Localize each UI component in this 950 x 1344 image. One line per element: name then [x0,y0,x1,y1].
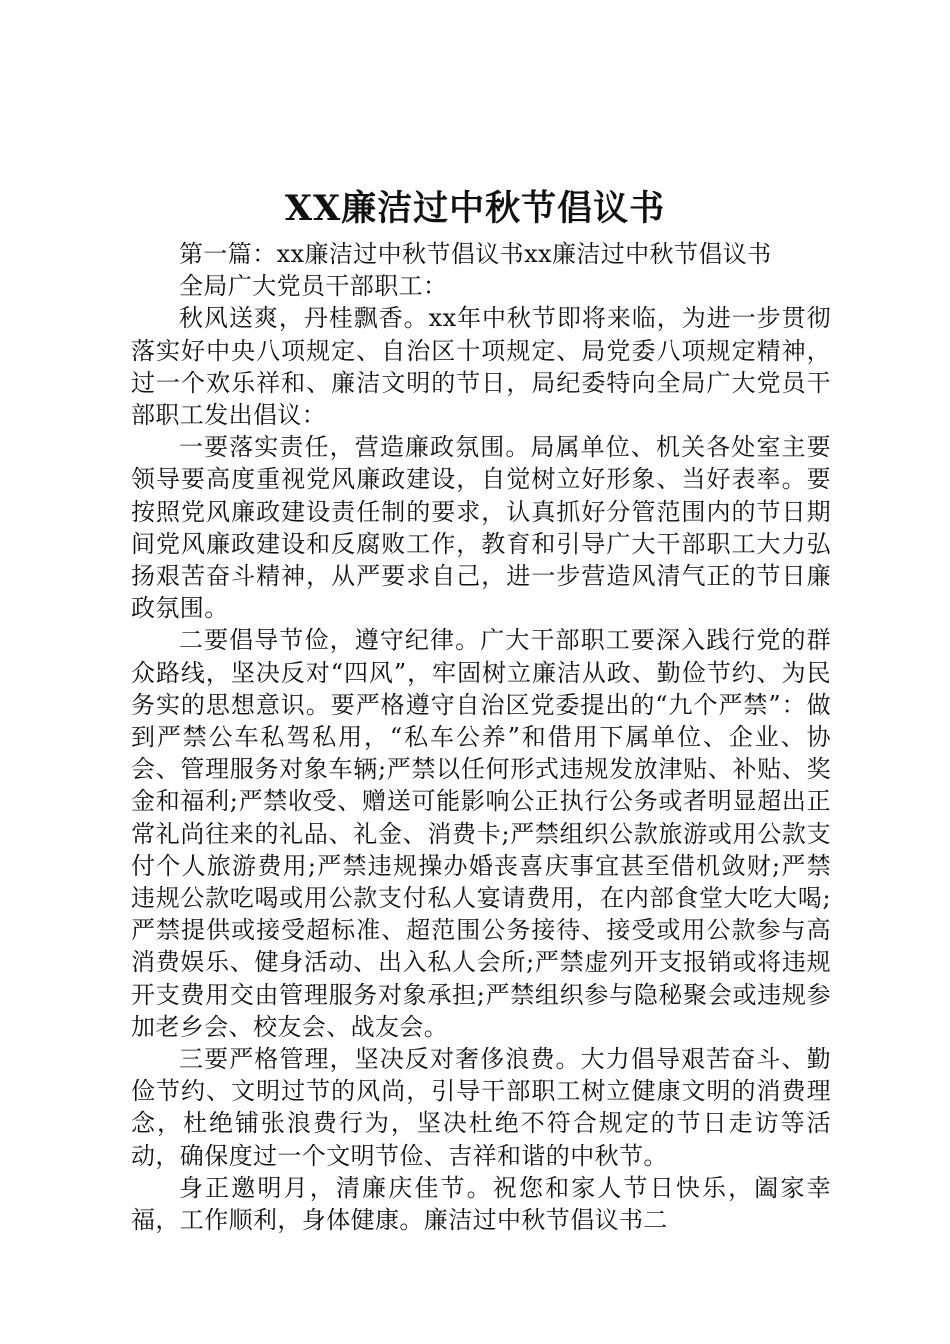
paragraph-closing: 身正邀明月，清廉庆佳节。祝您和家人节日快乐，阖家幸福，工作顺利，身体健康。廉洁过中秋节倡议书二 [131,1173,831,1235]
salutation: 全局广大党员干部职工： [179,272,448,301]
paragraph-point-three: 三要严格管理，坚决反对奢侈浪费。大力倡导艰苦奋斗、勤俭节约、文明过节的风尚，引导干部职工树立健康文明的消费理念，杜绝铺张浪费行为，坚决杜绝不符合规定的节日走访等活动，确保度过一个文明节俭、吉祥和谐的中秋节。 [131,1045,831,1170]
document-title: XX廉洁过中秋节倡议书 [284,188,666,229]
paragraph-point-one: 一要落实责任，营造廉政氛围。局属单位、机关各处室主要领导要高度重视党风廉政建设，自觉树立好形象、当好表率。要按照党风廉政建设责任制的要求，认真抓好分管范围内的节日期间党风廉政建设和反腐败工作，教育和引导广大干部职工大力弘扬艰苦奋斗精神，从严要求自己，进一步营造风清气正的节日廉政氛围。 [131,433,831,623]
paragraph-point-two: 二要倡导节俭，遵守纪律。广大干部职工要深入践行党的群众路线，坚决反对“四风”，牢固树立廉洁从政、勤俭节约、为民务实的思想意识。要严格遵守自治区党委提出的“九个严禁”：做到严禁公车私驾私用，“私车公养”和借用下属单位、企业、协会、管理服务对象车辆;严禁以任何形式违规发放津贴、补贴、奖金和福利;严禁收受、赠送可能影响公正执行公务或者明显超出正常礼尚往来的礼品、礼金、消费卡;严禁组织公款旅游或用公款支付个人旅游费用;严禁违规操办婚丧喜庆事宜甚至借机敛财;严禁违规公款吃喝或用公款支付私人宴请费用，在内部食堂大吃大喝;严禁提供或接受超标准、超范围公务接待、接受或用公款参与高消费娱乐、健身活动、出入私人会所;严禁虚列开支报销或将违规开支费用交由管理服务对象承担;严禁组织参与隐秘聚会或违规参加老乡会、校友会、战友会。 [131,626,831,1041]
paragraph-intro: 秋风送爽，丹桂飘香。xx年中秋节即将来临，为进一步贯彻落实好中央八项规定、自治区十项规定、局党委八项规定精神，过一个欢乐祥和、廉洁文明的节日，局纪委特向全局广大党员干部职工发出倡议： [131,304,831,430]
section-heading: 第一篇：xx廉洁过中秋节倡议书xx廉洁过中秋节倡议书 [179,240,772,268]
document-body [131,238,831,1236]
